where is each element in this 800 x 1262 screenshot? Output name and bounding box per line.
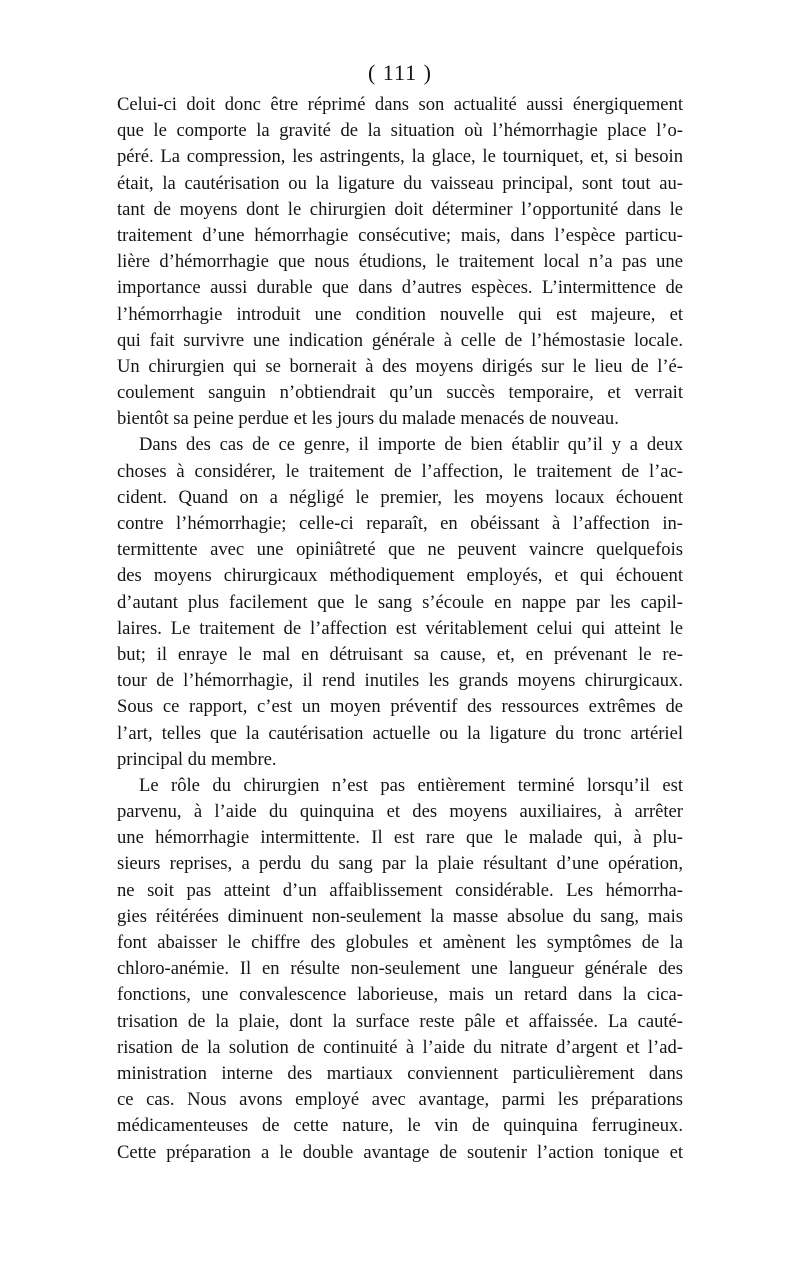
text-line: cident. Quand on a négligé le premier, les moyens locaux échouent <box>117 486 683 508</box>
text-body <box>117 92 683 1166</box>
text-line: Sous ce rapport, c’est un moyen préventif des ressources extrêmes de <box>117 696 683 718</box>
text-line: l’art, telles que la cautérisation actuelle ou la ligature du tronc artériel <box>117 722 683 744</box>
text-line: risation de la solution de continuité à l’aide du nitrate d’argent et l’ad- <box>117 1036 683 1058</box>
text-line: trisation de la plaie, dont la surface reste pâle et affaissée. La cauté- <box>117 1010 683 1032</box>
text-line: Cette préparation a le double avantage de soutenir l’action tonique et <box>117 1141 683 1163</box>
text-line: fonctions, une convalescence laborieuse, mais un retard dans la cica- <box>117 984 683 1006</box>
text-line: parvenu, à l’aide du quinquina et des moyens auxiliaires, à arrêter <box>117 801 683 823</box>
text-line: lière d’hémorrhagie que nous étudions, le traitement local n’a pas une <box>117 251 683 273</box>
paragraph-1 <box>117 92 683 432</box>
text-line: chloro-anémie. Il en résulte non-seulement une langueur générale des <box>117 958 683 980</box>
text-line: principal du membre. <box>117 748 277 770</box>
text-line: ministration interne des martiaux conviennent particulièrement dans <box>117 1062 683 1084</box>
text-line: ne soit pas atteint d’un affaiblissement considérable. Les hémorrha- <box>117 879 683 901</box>
page-number: ( 111 ) <box>367 60 433 85</box>
text-line: sieurs reprises, a perdu du sang par la plaie résultant d’une opération, <box>117 853 683 875</box>
text-line: choses à considérer, le traitement de l’affection, le traitement de l’ac- <box>117 460 683 482</box>
text-line: était, la cautérisation ou la ligature du vaisseau principal, sont tout au- <box>117 172 683 194</box>
text-line: ce cas. Nous avons employé avec avantage, parmi les préparations <box>117 1089 683 1111</box>
text-line: laires. Le traitement de l’affection est véritablement celui qui atteint le <box>117 617 683 639</box>
text-line: qui fait survivre une indication générale à celle de l’hémostasie locale. <box>117 329 683 351</box>
text-line: Celui-ci doit donc être réprimé dans son actualité aussi énergiquement <box>117 94 683 115</box>
text-line: tant de moyens dont le chirurgien doit déterminer l’opportunité dans le <box>117 198 683 220</box>
text-line: d’autant plus facilement que le sang s’écoule en nappe par les capil- <box>117 591 683 613</box>
text-line: que le comporte la gravité de la situation où l’hémorrhagie place l’o- <box>117 120 683 142</box>
text-line: des moyens chirurgicaux méthodiquement employés, et qui échouent <box>117 565 683 587</box>
text-line: coulement sanguin n’obtiendrait qu’un succès temporaire, et verrait <box>117 382 683 404</box>
text-line: gies réitérées diminuent non-seulement la masse absolue du sang, mais <box>117 905 683 927</box>
text-line: tour de l’hémorrhagie, il rend inutiles les grands moyens chirurgicaux. <box>117 670 683 692</box>
text-line: importance aussi durable que dans d’autres espèces. L’intermittence de <box>117 277 683 299</box>
paragraph-2 <box>117 432 683 772</box>
text-line: Dans des cas de ce genre, il importe de bien établir qu’il y a deux <box>139 434 683 456</box>
text-line: médicamenteuses de cette nature, le vin de quinquina ferrugineux. <box>117 1115 683 1137</box>
text-line: contre l’hémorrhagie; celle-ci reparaît, en obéissant à l’affection in- <box>117 513 683 534</box>
text-line: une hémorrhagie intermittente. Il est rare que le malade qui, à plu- <box>117 827 683 849</box>
text-line: péré. La compression, les astringents, la glace, le tourniquet, et, si besoin <box>117 146 683 168</box>
paragraph-3 <box>117 773 683 1166</box>
text-line: Un chirurgien qui se bornerait à des moyens dirigés sur le lieu de l’é- <box>117 355 683 377</box>
text-line: termittente avec une opiniâtreté que ne peuvent vaincre quelquefois <box>117 539 683 561</box>
text-line: traitement d’une hémorrhagie consécutive; mais, dans l’espèce particu- <box>117 224 683 246</box>
text-line: font abaisser le chiffre des globules et amènent les symptômes de la <box>117 932 683 953</box>
text-line: bientôt sa peine perdue et les jours du malade menacés de nouveau. <box>117 408 619 430</box>
text-line: but; il enraye le mal en détruisant sa cause, et, en prévenant le re- <box>117 643 683 665</box>
text-line: Le rôle du chirurgien n’est pas entièrement terminé lorsqu’il est <box>139 774 683 796</box>
text-line: l’hémorrhagie introduit une condition nouvelle qui est majeure, et <box>117 303 683 325</box>
